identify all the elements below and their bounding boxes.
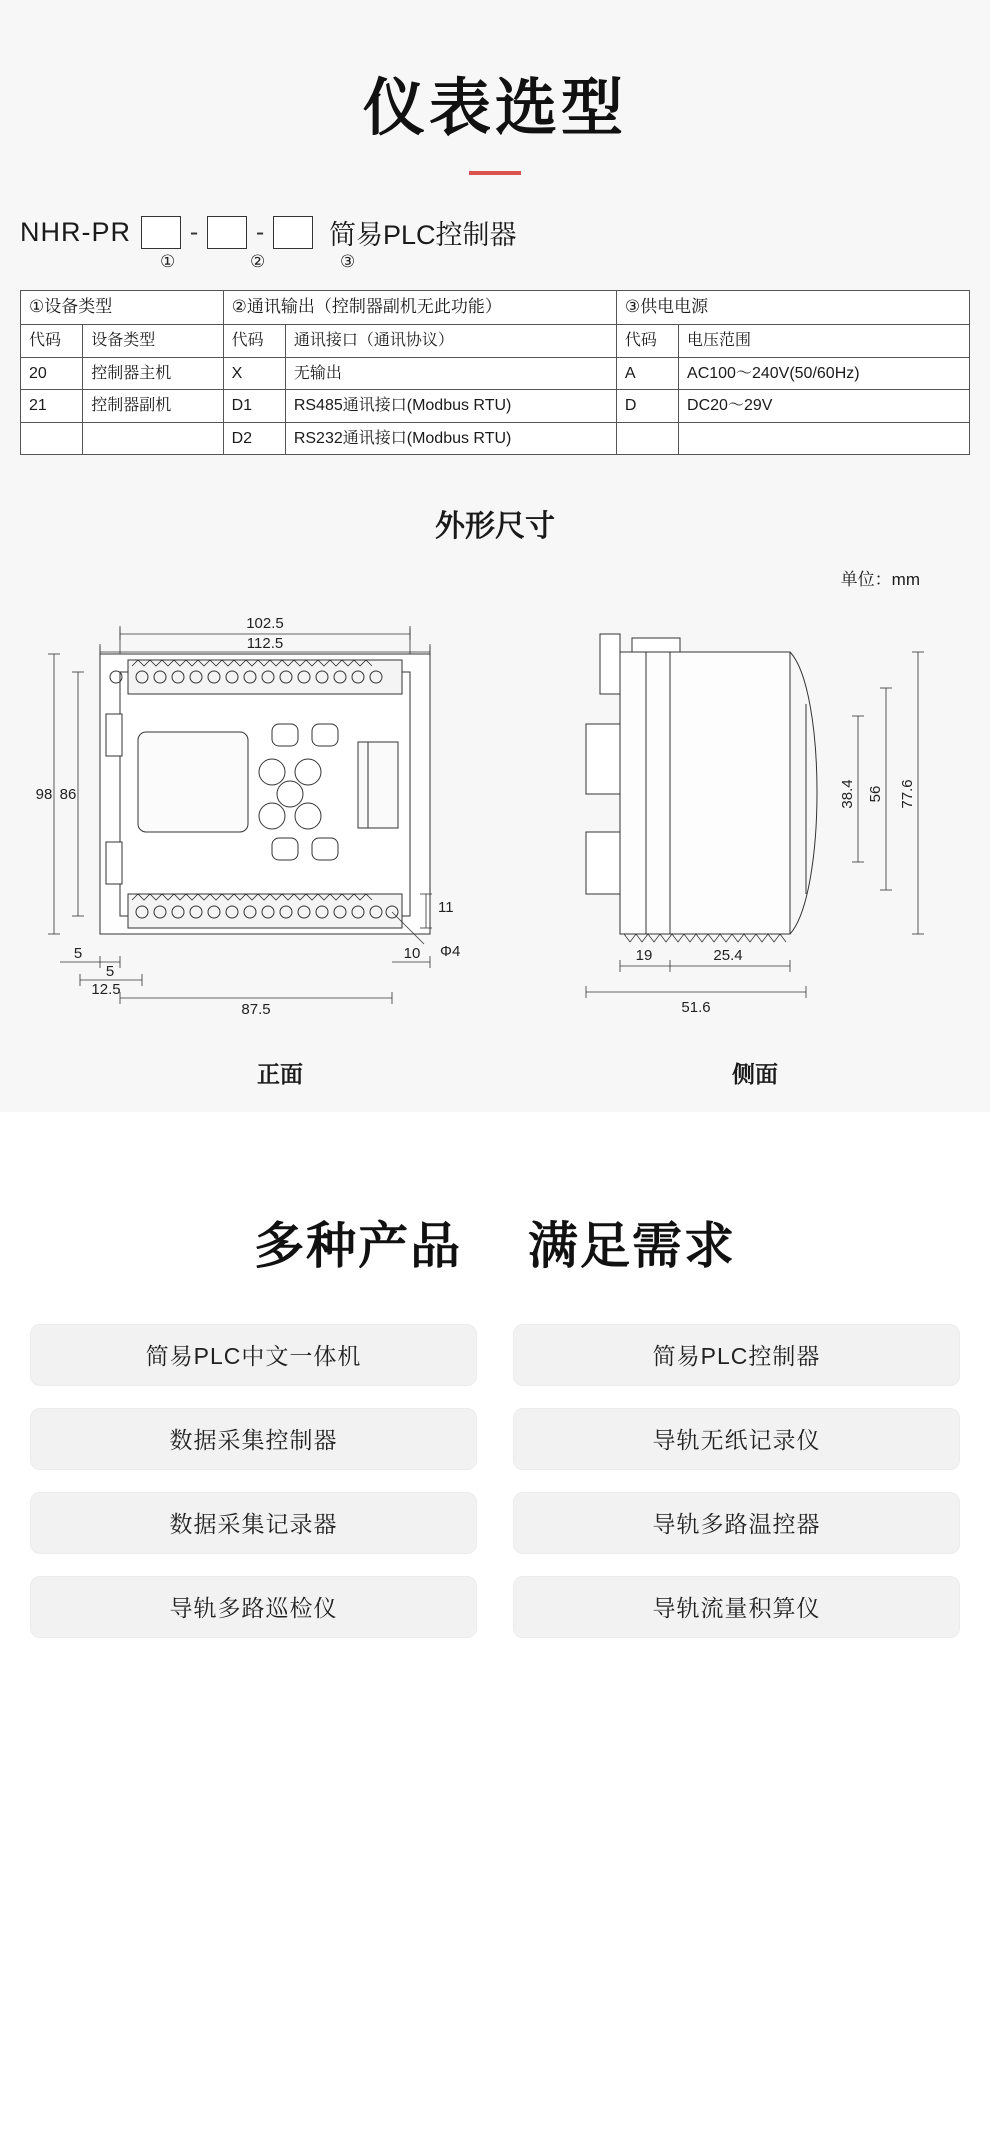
table-group-row [21, 291, 970, 325]
cell-code3 [616, 422, 678, 455]
list-item[interactable]: 简易PLC控制器 [513, 1324, 960, 1386]
col-header-code-2: 代码 [223, 324, 285, 357]
model-box-1 [141, 216, 181, 249]
cell-code1: 21 [21, 390, 83, 423]
cell-code2: X [223, 357, 285, 390]
cell-code1: 20 [21, 357, 83, 390]
drawing-captions [20, 1056, 970, 1089]
dim-front-b2: 5 [105, 963, 115, 981]
group-header-2: ②通讯输出（控制器副机无此功能） [223, 291, 616, 325]
caption-front: 正面 [257, 1061, 303, 1088]
list-item[interactable]: 导轨流量积算仪 [513, 1576, 960, 1638]
list-item[interactable]: 数据采集控制器 [30, 1408, 477, 1470]
dim-front-width-inner: 102.5 [246, 615, 284, 633]
dim-front-b3: 12.5 [91, 981, 121, 999]
cell-code3: D [616, 390, 678, 423]
list-item[interactable]: 导轨多路温控器 [513, 1492, 960, 1554]
model-formula [0, 213, 990, 252]
list-item[interactable]: 简易PLC中文一体机 [30, 1324, 477, 1386]
product-list [0, 1324, 990, 1638]
page-title: 仪表选型 [362, 74, 627, 143]
products-title-right: 满足需求 [527, 1217, 736, 1274]
model-mark-1: ① [160, 252, 176, 271]
list-item[interactable]: 数据采集记录器 [30, 1492, 477, 1554]
dim-front-width-outer: 112.5 [246, 635, 284, 653]
products-title-left: 多种产品 [254, 1217, 463, 1274]
table-header-row [21, 324, 970, 357]
list-item[interactable]: 导轨多路巡检仪 [30, 1576, 477, 1638]
group-header-3: ③供电电源 [616, 291, 969, 325]
col-header-voltage: 电压范围 [679, 324, 970, 357]
cell-iface: RS485通讯接口(Modbus RTU) [285, 390, 616, 423]
title-divider [469, 171, 521, 175]
dimensions-title: 外形尺寸 [435, 510, 555, 544]
col-header-code-1: 代码 [21, 324, 83, 357]
cell-volt: AC100～240V(50/60Hz) [679, 357, 970, 390]
col-header-code-3: 代码 [616, 324, 678, 357]
cell-type1: 控制器副机 [83, 390, 223, 423]
table-row [21, 357, 970, 390]
dim-front-b5: 10 [403, 945, 421, 963]
list-item[interactable]: 导轨无纸记录仪 [513, 1408, 960, 1470]
cell-volt [679, 422, 970, 455]
model-dash-1: - [189, 218, 199, 246]
cell-volt: DC20～29V [679, 390, 970, 423]
table-row [21, 422, 970, 455]
dim-front-height-inner: 86 [59, 786, 77, 804]
col-header-type: 设备类型 [83, 324, 223, 357]
cell-type1 [83, 422, 223, 455]
model-marks [0, 252, 990, 278]
dimension-svg [20, 594, 970, 1054]
dim-side-total-bottom: 51.6 [681, 999, 711, 1017]
dim-front-tab-height: 11 [438, 899, 454, 917]
unit-note: 单位：mm [840, 570, 920, 590]
model-dash-2: - [255, 218, 265, 246]
cell-code2: D2 [223, 422, 285, 455]
cell-iface: 无输出 [285, 357, 616, 390]
dim-side-b1: 19 [635, 947, 653, 965]
caption-side: 侧面 [732, 1061, 778, 1088]
dim-side-b2: 25.4 [713, 947, 743, 965]
dim-side-total: 77.6 [899, 779, 916, 809]
cell-code2: D1 [223, 390, 285, 423]
dim-front-b4: 87.5 [241, 1001, 271, 1019]
products-title [0, 1206, 990, 1278]
cell-type1: 控制器主机 [83, 357, 223, 390]
model-mark-3: ③ [340, 252, 356, 271]
model-mark-2: ② [250, 252, 266, 271]
dim-side-mid: 56 [867, 785, 884, 803]
dim-side-small: 38.4 [839, 779, 856, 809]
dim-front-hole: Φ4 [440, 943, 461, 961]
col-header-iface: 通讯接口（通讯协议） [285, 324, 616, 357]
dim-front-b1: 5 [73, 945, 83, 963]
products-section [0, 1112, 990, 1698]
selection-table [20, 290, 970, 455]
table-row [21, 390, 970, 423]
model-prefix: NHR-PR [20, 217, 131, 247]
model-box-3 [273, 216, 313, 249]
dimension-drawings [20, 594, 970, 1088]
cell-iface: RS232通讯接口(Modbus RTU) [285, 422, 616, 455]
dim-front-height-outer: 98 [35, 786, 53, 804]
model-box-2 [207, 216, 247, 249]
model-suffix: 简易PLC控制器 [329, 220, 517, 250]
cell-code1 [21, 422, 83, 455]
group-header-1: ①设备类型 [21, 291, 224, 325]
cell-code3: A [616, 357, 678, 390]
